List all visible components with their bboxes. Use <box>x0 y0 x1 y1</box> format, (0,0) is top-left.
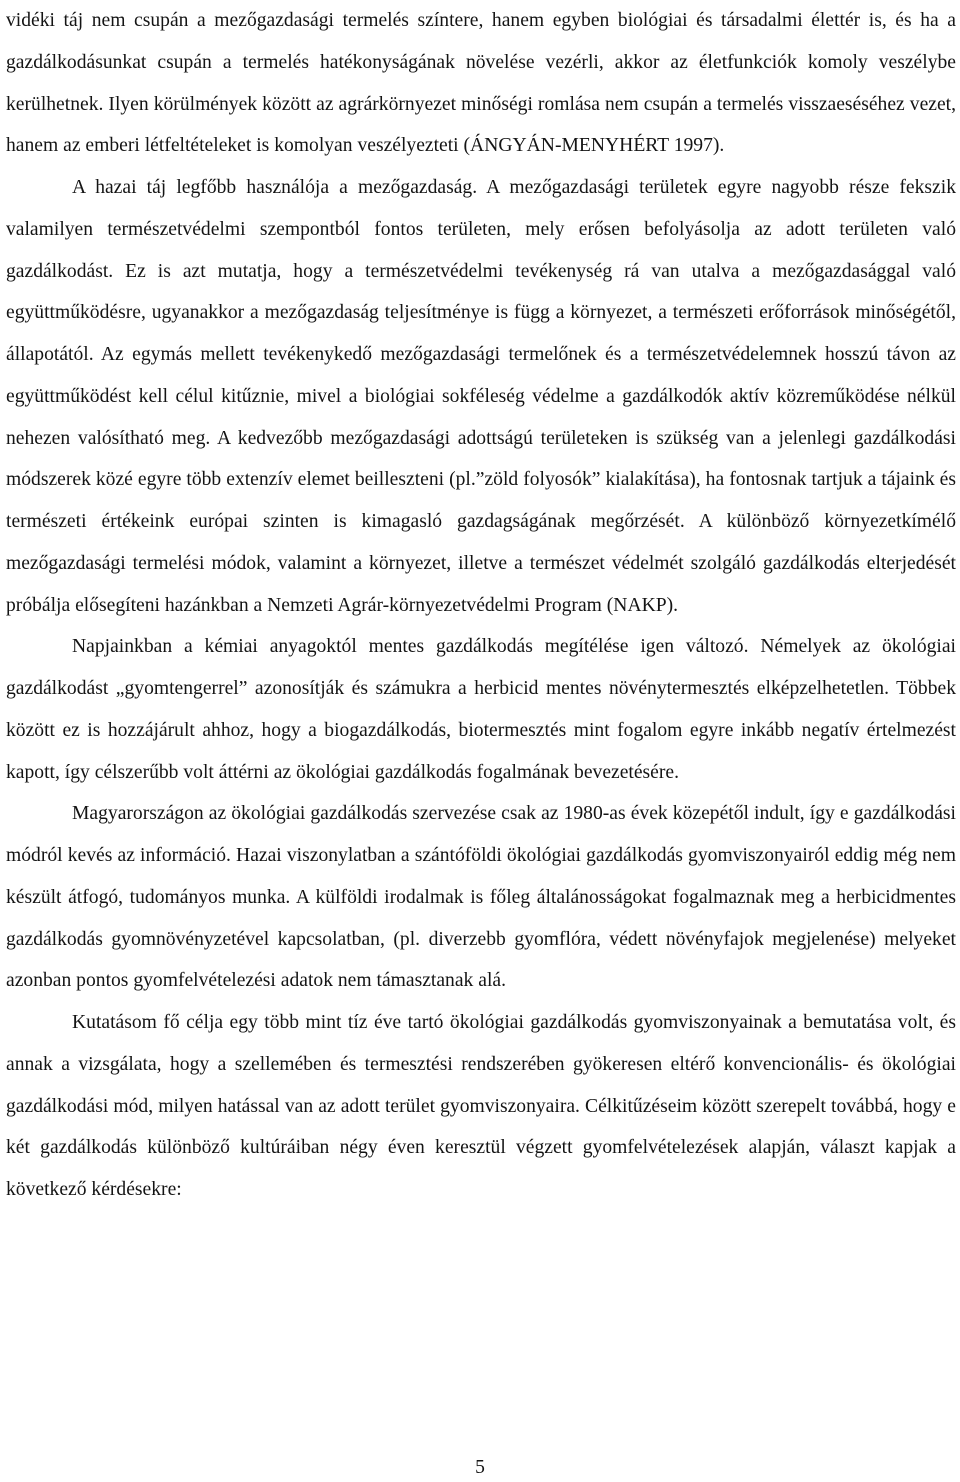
paragraph-3: Napjainkban a kémiai anyagoktól mentes gazdálkodás megítélése igen változó. Némelyek az ökológiai gazdálkodást „gyomtengerrel” azonosítják és számukra a herbicid mentes növénytermesztés elképzelhetetlen. Többek között ez is hozzájárult ahhoz, hogy a biogazdálkodás, biotermesztés mint fogalom egyre inkább negatív értelmezést kapott, így célszerűbb volt áttérni az ökológiai gazdálkodás fogalmának bevezetésére. <box>6 636 956 783</box>
page-number: 5 <box>475 1457 485 1478</box>
document-page <box>6 0 956 1211</box>
paragraph-2: A hazai táj legfőbb használója a mezőgazdaság. A mezőgazdasági területek egyre nagyobb része fekszik valamilyen természetvédelmi szempontból fontos területen, mely erősen befolyásolja az adott területen való gazdálkodást. Ez is azt mutatja, hogy a természetvédelmi tevékenység rá van utalva a mezőgazdasággal való együttműködésre, ugyanakkor a mezőgazdaság teljesítménye is függ a környezet, a természeti erőforrások minőségétől, állapotától. Az egymás mellett tevékenykedő mezőgazdasági termelőnek és a természetvédelemnek hosszú távon az együttműködést kell célul kitűznie, mivel a biológiai sokféleség védelme a gazdálkodók aktív közreműködése nélkül nehezen valósítható meg. A kedvezőbb mezőgazdasági adottságú területeken is szükség van a jelenlegi gazdálkodási módszerek közé egyre több extenzív elemet beilleszteni (pl.”zöld folyosók” kialakítása), ha fontosnak tartjuk a tájaink és természeti értékeink európai szinten is kimagasló gazdagságának megőrzését. A különböző környezetkímélő mezőgazdasági termelési módok, valamint a környezet, illetve a természet védelmét szolgáló gazdálkodás elterjedését próbálja elősegíteni hazánkban a Nemzeti Agrár-környezetvédelmi Program (NAKP). <box>6 177 956 616</box>
paragraph-4: Magyarországon az ökológiai gazdálkodás szervezése csak az 1980-as évek közepétől indult, így e gazdálkodási módról kevés az információ. Hazai viszonylatban a szántóföldi ökológiai gazdálkodás gyomviszonyairól eddig még nem készült átfogó, tudományos munka. A külföldi irodalmak is főleg általánosságokat fogalmaznak meg a herbicidmentes gazdálkodás gyomnövényzetével kapcsolatban, (pl. diverzebb gyomflóra, védett növényfajok megjelenése) melyeket azonban pontos gyomfelvételezési adatok nem támasztanak alá. <box>6 803 956 992</box>
paragraph-5: Kutatásom fő célja egy több mint tíz éve tartó ökológiai gazdálkodás gyomviszonyainak a bemutatása volt, és annak a vizsgálata, hogy a szellemében és termesztési rendszerében gyökeresen eltérő konvencionális- és ökológiai gazdálkodási mód, milyen hatással van az adott terület gyomviszonyaira. Célkitűzéseim között szerepelt továbbá, hogy e két gazdálkodás különböző kultúráiban négy éven keresztül végzett gyomfelvételezések alapján, választ kapjak a következő kérdésekre: <box>6 1012 956 1200</box>
paragraph-1: vidéki táj nem csupán a mezőgazdasági termelés színtere, hanem egyben biológiai és társadalmi élettér is, és ha a gazdálkodásunkat csupán a termelés hatékonyságának növelése vezérli, akkor az életfunkciók komoly veszélybe kerülhetnek. Ilyen körülmények között az agrárkörnyezet minőségi romlása nem csupán a termelés visszaeséséhez vezet, hanem az emberi létfeltételeket is komolyan veszélyezteti (ÁNGYÁN-MENYHÉRT 1997). <box>6 10 956 157</box>
